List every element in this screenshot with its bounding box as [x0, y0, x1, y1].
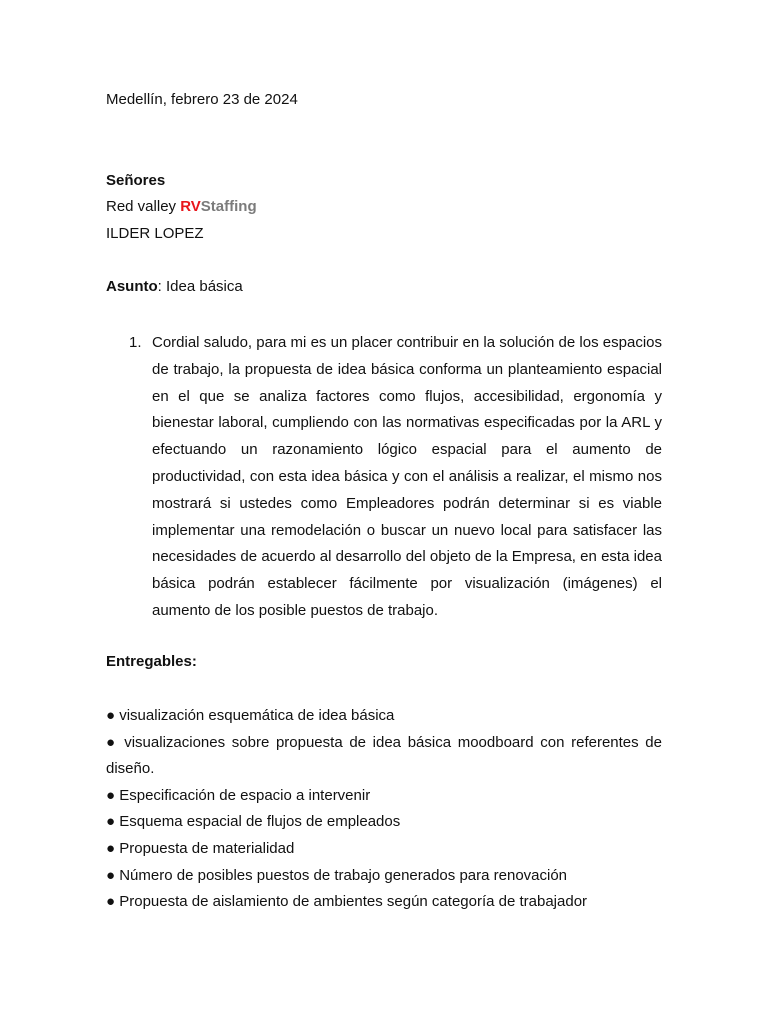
subject-label: Asunto [106, 278, 158, 295]
company-prefix: Red valley [106, 198, 181, 215]
subject-value: Idea básica [166, 278, 243, 295]
list-item: ● Especificación de espacio a intervenir [106, 786, 371, 804]
company-logo [180, 198, 256, 215]
body-paragraph: Cordial saludo, para mi es un placer contribuir en la solución de los espacios de trabajo, la propuesta de idea básica conforma un planteamiento espacial en el que se analiza factores como flujos, accesibilidad, ergonomía y bienestar laboral, cumpliendo con las normativas especificadas por la ARL y efectuando un razonamiento lógico espacial para el aumento de productividad, con esta idea básica y con el análisis a realizar, el mismo nos mostrará si ustedes como Empleadores podrán determinar si es viable implementar una remodelación o buscar un nuevo local para satisfacer las necesidades de acuerdo al desarrollo del objeto de la Empresa, en esta idea básica podrán establecer fácilmente por visualización (imágenes) el aumento de los posible puestos de trabajo. [152, 334, 662, 619]
deliverables-list [106, 703, 662, 916]
list-item: ● visualización esquemática de idea básica [106, 707, 395, 724]
company-line [106, 197, 257, 217]
salutation: Señores [106, 172, 166, 189]
list-item: ● Propuesta de materialidad [106, 839, 295, 857]
list-item: ● Número de posibles puestos de trabajo generados para renovación [106, 866, 568, 884]
logo-rv: RV [180, 198, 201, 215]
list-item: ● Esquema espacial de flujos de empleados [106, 813, 401, 831]
deliverables-heading: Entregables: [106, 653, 197, 670]
item-number: 1. [129, 334, 142, 351]
subject-line [106, 277, 243, 297]
date-line: Medellín, febrero 23 de 2024 [106, 91, 298, 108]
logo-staffing: Staffing [200, 198, 257, 215]
list-item: ● visualizaciones sobre propuesta de idea básica moodboard con referentes de diseño. [106, 733, 662, 778]
list-item: ● Propuesta de aislamiento de ambientes según categoría de trabajador [106, 893, 588, 911]
subject-separator: : [157, 278, 167, 295]
recipient-person: ILDER LOPEZ [106, 225, 204, 242]
